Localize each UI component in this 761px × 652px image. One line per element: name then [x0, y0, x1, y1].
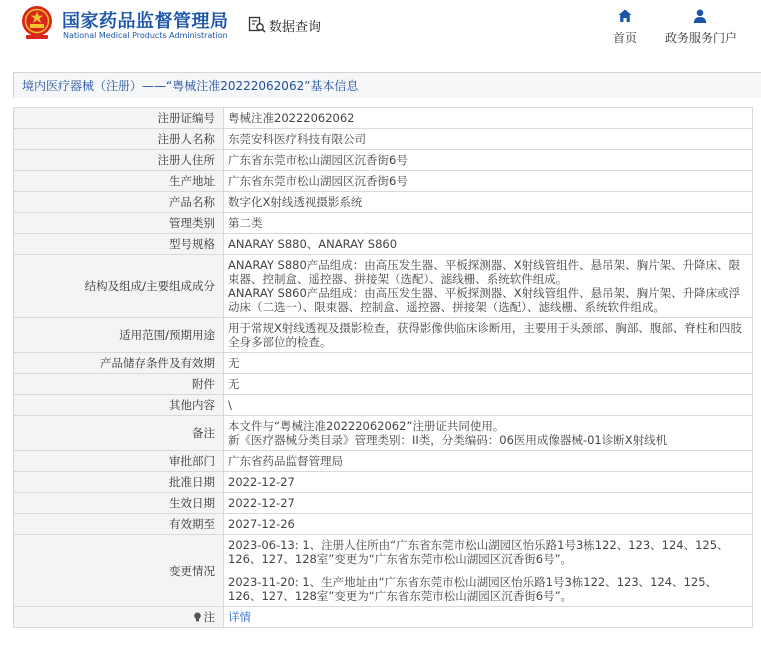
- table-row: [14, 129, 753, 150]
- table-row: [14, 472, 753, 493]
- intended-use-value: 用于常规X射线透视及摄影检查，获得影像供临床诊断用，主要用于头颈部、胸部、腹部、脊柱和四肢全身多部位的检查。: [224, 318, 753, 353]
- table-row: [14, 451, 753, 472]
- table-row: [14, 171, 753, 192]
- table-row: [14, 318, 753, 353]
- row-label: 变更情况: [14, 535, 224, 607]
- row-label: 注册人名称: [14, 129, 224, 150]
- details-link[interactable]: 详情: [228, 610, 251, 624]
- nav-gov-service-portal[interactable]: [665, 8, 738, 46]
- row-label: 注册人住所: [14, 150, 224, 171]
- row-label: 生产地址: [14, 171, 224, 192]
- table-row: [14, 353, 753, 374]
- approval-department-value: 广东省药品监督管理局: [224, 451, 753, 472]
- remark-value: [224, 416, 753, 451]
- change-history-value: [224, 535, 753, 607]
- row-label: 有效期至: [14, 514, 224, 535]
- remark-line: 本文件与“粤械注准20222062062”注册证共同使用。: [228, 419, 505, 433]
- effective-date-value: 2022-12-27: [224, 493, 753, 514]
- site-logo-subtitle: National Medical Products Administration: [63, 31, 228, 40]
- nav-gov-service-label: 政务服务门户: [665, 31, 738, 45]
- structure-composition-value: [224, 255, 753, 318]
- row-label: 审批部门: [14, 451, 224, 472]
- row-label: 管理类别: [14, 213, 224, 234]
- row-label: 结构及组成/主要组成成分: [14, 255, 224, 318]
- site-logo-title[interactable]: 国家药品监督管理局: [62, 11, 229, 32]
- change-entry: 2023-06-13: 1、注册人住所由“广东省东莞市松山湖园区怡乐路1号3栋122、123、124、125、126、127、128室”变更为“广东省东莞市松山湖园区沉香街6号”。: [228, 538, 729, 566]
- breadcrumb: [13, 72, 761, 98]
- registration-info-table: [13, 107, 753, 628]
- table-row: [14, 255, 753, 318]
- document-search-icon: [248, 16, 266, 34]
- model-spec-value: ANARAY S880、ANARAY S860: [224, 234, 753, 255]
- row-label: 附件: [14, 374, 224, 395]
- national-emblem-icon: [20, 5, 54, 41]
- table-row: [14, 395, 753, 416]
- nav-home-label: 首页: [612, 31, 637, 45]
- breadcrumb-category-link[interactable]: 境内医疗器械（注册）: [22, 79, 143, 93]
- approval-date-value: 2022-12-27: [224, 472, 753, 493]
- table-row: [14, 535, 753, 607]
- user-icon: [692, 8, 708, 24]
- home-icon: [617, 8, 633, 24]
- registrant-name-value: 东莞安科医疗科技有限公司: [224, 129, 753, 150]
- structure-line: ANARAY S860产品组成：由高压发生器、平板探测器、X射线管组件、悬吊架、胸片架、升降床或浮动床（二选一）、限束器、控制盒、遥控器、拼接架（选配）、滤线栅、系统软件组成。: [228, 286, 741, 314]
- expiry-date-value: 2027-12-26: [224, 514, 753, 535]
- remark-line: 新《医疗器械分类目录》管理类别：II类，分类编码：06医用成像器械-01诊断X射线机: [228, 433, 668, 447]
- row-label: 其他内容: [14, 395, 224, 416]
- table-row: [14, 416, 753, 451]
- row-label: 产品储存条件及有效期: [14, 353, 224, 374]
- breadcrumb-title: “粤械注准20222062062”基本信息: [166, 79, 359, 93]
- data-query-link[interactable]: [248, 14, 321, 36]
- other-content-value: \: [224, 395, 753, 416]
- row-label: 产品名称: [14, 192, 224, 213]
- table-row: [14, 607, 753, 628]
- note-label: 注: [203, 610, 215, 624]
- production-address-value: 广东省东莞市松山湖园区沉香街6号: [224, 171, 753, 192]
- table-row: [14, 234, 753, 255]
- row-label: 生效日期: [14, 493, 224, 514]
- row-label: 批准日期: [14, 472, 224, 493]
- row-label: 注册证编号: [14, 108, 224, 129]
- table-row: [14, 514, 753, 535]
- row-label: [14, 607, 224, 628]
- row-label: 备注: [14, 416, 224, 451]
- lightbulb-icon: [193, 612, 202, 622]
- breadcrumb-separator: ——: [142, 78, 167, 93]
- product-name-value: 数字化X射线透视摄影系统: [224, 192, 753, 213]
- table-row: [14, 493, 753, 514]
- row-label: 型号规格: [14, 234, 224, 255]
- storage-condition-value: 无: [224, 353, 753, 374]
- structure-line: ANARAY S880产品组成：由高压发生器、平板探测器、X射线管组件、悬吊架、胸片架、升降床、限束器、控制盒、遥控器、拼接架（选配）、滤线栅、系统软件组成。: [228, 258, 741, 286]
- nav-home[interactable]: [590, 8, 660, 46]
- change-entry: 2023-11-20: 1、生产地址由“广东省东莞市松山湖园区怡乐路1号3栋122、123、124、125、126、127、128室”变更为“广东省东莞市松山湖园区沉香街6号”。: [228, 575, 718, 603]
- table-row: [14, 374, 753, 395]
- table-row: [14, 150, 753, 171]
- table-row: [14, 213, 753, 234]
- management-class-value: 第二类: [224, 213, 753, 234]
- row-label: 适用范围/预期用途: [14, 318, 224, 353]
- registrant-address-value: 广东省东莞市松山湖园区沉香街6号: [224, 150, 753, 171]
- change-entry-spacer: [228, 566, 748, 575]
- note-value: [224, 607, 753, 628]
- table-row: [14, 108, 753, 129]
- attachment-value: 无: [224, 374, 753, 395]
- site-header: [0, 0, 761, 58]
- registration-number-value: 粤械注准20222062062: [224, 108, 753, 129]
- data-query-label: 数据查询: [269, 19, 322, 35]
- table-row: [14, 192, 753, 213]
